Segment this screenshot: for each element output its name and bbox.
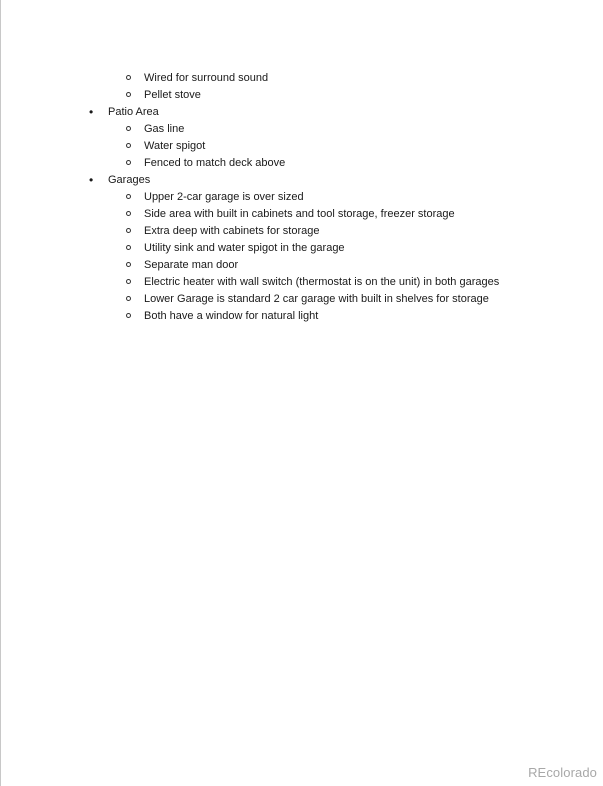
watermark: REcolorado xyxy=(528,765,597,780)
list-item-text: Side area with built in cabinets and tool storage, freezer storage xyxy=(144,208,455,220)
list-item xyxy=(0,189,603,206)
list-item-text: Pellet stove xyxy=(144,89,201,101)
list-item xyxy=(0,87,603,104)
list-item xyxy=(0,274,603,291)
list-item-text: Fenced to match deck above xyxy=(144,157,286,169)
list-item xyxy=(0,121,603,138)
list-item xyxy=(0,70,603,87)
hollow-bullet-icon xyxy=(126,75,131,80)
list-item xyxy=(0,240,603,257)
list-item xyxy=(0,155,603,172)
bullet-icon: • xyxy=(89,105,94,119)
section-heading-garages xyxy=(0,172,603,189)
list-item-text: Water spigot xyxy=(144,140,206,152)
hollow-bullet-icon xyxy=(126,313,131,318)
list-item-text: Separate man door xyxy=(144,259,239,271)
list-item-text: Upper 2-car garage is over sized xyxy=(144,191,304,203)
hollow-bullet-icon xyxy=(126,228,131,233)
hollow-bullet-icon xyxy=(126,160,131,165)
hollow-bullet-icon xyxy=(126,245,131,250)
section-heading-patio xyxy=(0,104,603,121)
hollow-bullet-icon xyxy=(126,296,131,301)
list-item-text: Lower Garage is standard 2 car garage with built in shelves for storage xyxy=(144,293,489,305)
section-label: Patio Area xyxy=(108,106,159,118)
list-item-text: Utility sink and water spigot in the garage xyxy=(144,242,345,254)
list-item xyxy=(0,308,603,325)
hollow-bullet-icon xyxy=(126,279,131,284)
hollow-bullet-icon xyxy=(126,92,131,97)
hollow-bullet-icon xyxy=(126,126,131,131)
list-item xyxy=(0,223,603,240)
list-item-text: Wired for surround sound xyxy=(144,72,269,84)
bullet-icon: • xyxy=(89,173,94,187)
section-label: Garages xyxy=(108,174,151,186)
list-item xyxy=(0,138,603,155)
hollow-bullet-icon xyxy=(126,143,131,148)
list-item-text: Gas line xyxy=(144,123,185,135)
list-item xyxy=(0,257,603,274)
list-item xyxy=(0,291,603,308)
hollow-bullet-icon xyxy=(126,211,131,216)
hollow-bullet-icon xyxy=(126,262,131,267)
document-body xyxy=(0,70,603,325)
list-item-text: Extra deep with cabinets for storage xyxy=(144,225,320,237)
list-item-text: Both have a window for natural light xyxy=(144,310,319,322)
hollow-bullet-icon xyxy=(126,194,131,199)
list-item xyxy=(0,206,603,223)
list-item-text: Electric heater with wall switch (thermostat is on the unit) in both garages xyxy=(144,276,500,288)
